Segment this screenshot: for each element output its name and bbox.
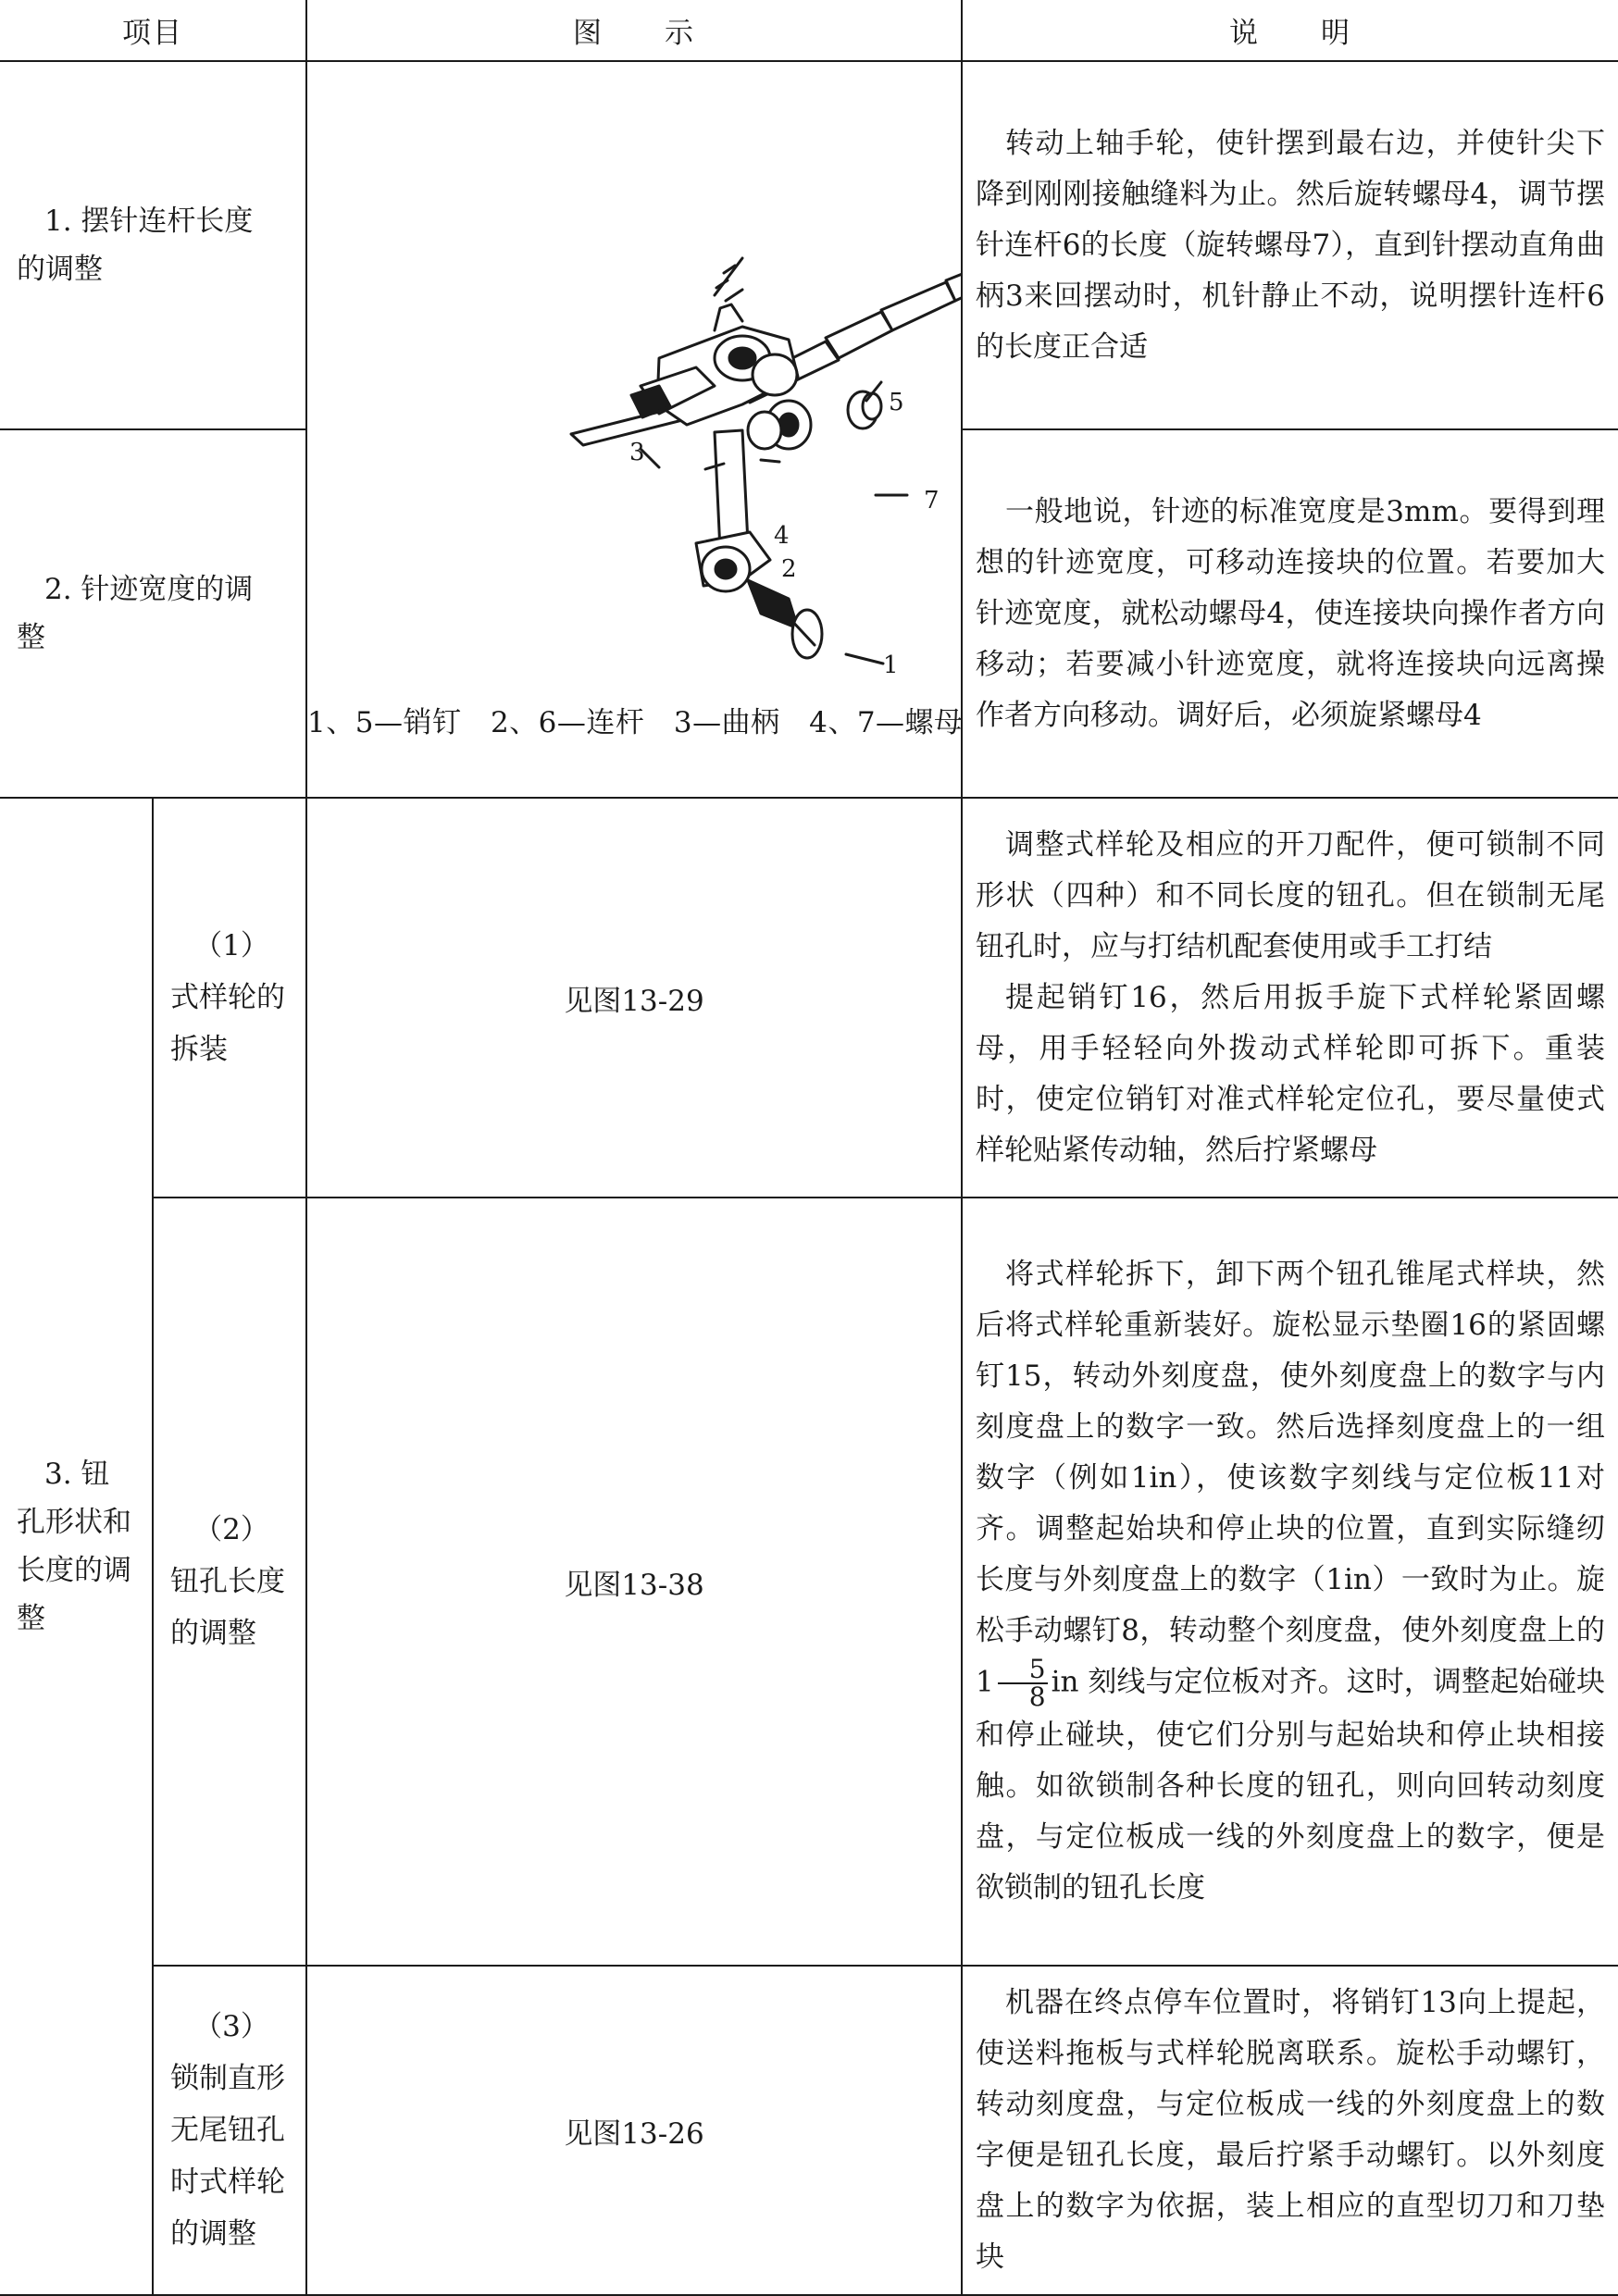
rod-segment-3 bbox=[826, 312, 892, 358]
desc-3-3-cell bbox=[962, 1966, 1618, 2295]
sub-1-line1: 式样轮的 bbox=[170, 981, 285, 1014]
label-3: 3 bbox=[629, 439, 645, 466]
mechanism-figure bbox=[307, 62, 964, 799]
desc-3-1-para1: 调整式样轮及相应的开刀配件，便可锁制不同形状（四种）和不同长度的钮孔。但在锁制无尾钮孔时，应与打结机配套使用或手工打结 bbox=[976, 827, 1605, 963]
desc-3-1-para2: 提起销钉16，然后用扳手旋下式样轮紧固螺母，用手轻轻向外拨动式样轮即可拆下。重装时，使定位销钉对准式样轮定位孔，要尽量使式样轮贴紧传动轴，然后拧紧螺母 bbox=[976, 980, 1605, 1167]
figure-cell bbox=[306, 61, 962, 798]
item-3-line4: 整 bbox=[17, 1602, 45, 1635]
pin-1-head bbox=[792, 610, 822, 658]
label-2: 2 bbox=[781, 555, 797, 583]
item-3-cell bbox=[0, 798, 153, 2295]
sub-1-number: （1） bbox=[193, 929, 269, 962]
desc-2-cell bbox=[962, 429, 1618, 798]
row-3-2 bbox=[0, 1198, 1618, 1966]
desc-2-text: 一般地说，针迹的标准宽度是3mm。要得到理想的针迹宽度，可移动连接块的位置。若要加大针迹宽度，就松动螺母4，使连接块向操作者方向移动；若要减小针迹宽度，就将连接块向远离操作者方向移动。调好后，必须旋紧螺母4 bbox=[976, 494, 1605, 732]
mechanism-drawing bbox=[307, 62, 961, 799]
item-3-line2: 孔形状和 bbox=[17, 1506, 131, 1539]
desc-3-2-text bbox=[976, 1249, 1605, 1914]
desc-1-text: 转动上轴手轮，使针摆到最右边，并使针尖下降到刚刚接触缝料为止。然后旋转螺母4，调节摆针连杆6的长度（旋转螺母7），直到针摆动直角曲柄3来回摆动时，机针静止不动，说明摆针连杆6的长度正合适 bbox=[976, 126, 1605, 364]
header-item: 项目 bbox=[0, 0, 306, 61]
header-row bbox=[0, 0, 1618, 61]
row-1 bbox=[0, 61, 1618, 429]
desc-3-1-cell bbox=[962, 798, 1618, 1198]
sub-3-line3: 时式样轮 bbox=[170, 2166, 285, 2199]
desc-3-2-part-a: 将式样轮拆下，卸下两个钮孔锥尾式样块，然后将式样轮重新装好。旋松显示垫圈16的紧固螺钉15，转动外刻度盘，使外刻度盘上的数字与内刻度盘上的数字一致。然后选择刻度盘上的一组数字（例如1in），使该数字刻线与定位板11对齐。调整起始块和停止块的位置，直到实际缝纫长度与外刻度盘上的数字（1in）一致时为止。旋松手动螺钉8，转动整个刻度盘，使外刻度盘上的1 bbox=[976, 1258, 1605, 1699]
item-1-line1: 1. 摆针连杆长度 bbox=[44, 205, 254, 238]
sub-3-number: （3） bbox=[193, 2010, 269, 2043]
sub-3-line2: 无尾钮孔 bbox=[170, 2114, 285, 2147]
item-3-line3: 长度的调 bbox=[17, 1554, 131, 1587]
item-2-line2: 整 bbox=[17, 621, 45, 654]
row-3-3 bbox=[0, 1966, 1618, 2295]
sub-3-line1: 锁制直形 bbox=[170, 2062, 285, 2095]
figure-caption: 1、5—销钉 2、6—连杆 3—曲柄 4、7—螺母 bbox=[307, 706, 964, 739]
sub-3-cell bbox=[153, 1966, 306, 2295]
rod-segment-4 bbox=[881, 282, 955, 330]
item-2-line1: 2. 针迹宽度的调 bbox=[44, 573, 254, 606]
label-5: 5 bbox=[889, 389, 904, 416]
label-4: 4 bbox=[774, 522, 790, 550]
desc-3-3-text: 机器在终点停车位置时，将销钉13向上提起，使送料拖板与式样轮脱离联系。旋松手动螺钉，转动刻度盘，与定位板成一线的外刻度盘上的数字便是钮孔长度，最后拧紧手动螺钉。以外刻度盘上的数字为依据，装上相应的直型切刀和刀垫块 bbox=[976, 1986, 1605, 2274]
desc-1-cell bbox=[962, 61, 1618, 429]
header-figure: 图 示 bbox=[306, 0, 962, 61]
label-1: 1 bbox=[883, 652, 899, 679]
fraction-denominator: 8 bbox=[1028, 1682, 1046, 1712]
desc-3-2-part-b: in 刻线与定位板对齐。这时，调整起始碰块和停止碰块，使它们分别与起始块和停止块相接触。如欲锁制各种长度的钮孔，则向回转动刻度盘，与定位板成一线的外刻度盘上的数字，便是欲锁制的钮孔长度 bbox=[976, 1665, 1605, 1905]
label-7-lower: 7 bbox=[924, 487, 940, 515]
see-figure-13-38: 见图13-38 bbox=[306, 1198, 962, 1966]
item-2-cell bbox=[0, 429, 306, 798]
item-1-cell bbox=[0, 61, 306, 429]
fraction-numerator: 5 bbox=[998, 1657, 1048, 1684]
header-description: 说 明 bbox=[962, 0, 1618, 61]
sub-3-line4: 的调整 bbox=[170, 2217, 256, 2251]
sub-1-cell bbox=[153, 798, 306, 1198]
sub-2-cell bbox=[153, 1198, 306, 1966]
row-3-1 bbox=[0, 798, 1618, 1198]
sub-2-number: （2） bbox=[193, 1513, 269, 1546]
sub-2-line2: 的调整 bbox=[170, 1617, 256, 1650]
sub-1-line2: 拆装 bbox=[170, 1033, 228, 1066]
see-figure-13-29: 见图13-29 bbox=[306, 798, 962, 1198]
fraction-five-eighths bbox=[998, 1654, 1048, 1712]
item-1-line2: 的调整 bbox=[17, 253, 103, 286]
desc-3-2-cell bbox=[962, 1198, 1618, 1966]
see-figure-13-26: 见图13-26 bbox=[306, 1966, 962, 2295]
item-3-line1: 3. 钮 bbox=[44, 1458, 110, 1491]
sub-2-line1: 钮孔长度 bbox=[170, 1565, 285, 1598]
